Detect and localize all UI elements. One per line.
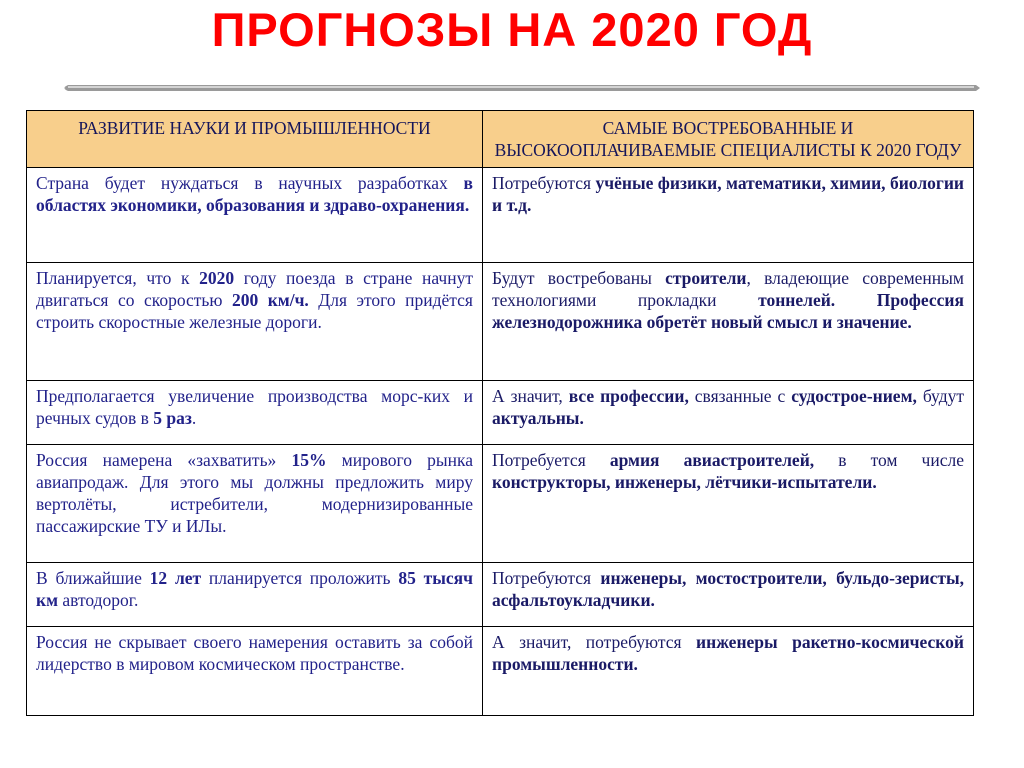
forecast-cell (27, 168, 483, 263)
specialists-cell (483, 263, 974, 381)
table-row (27, 168, 974, 263)
text-run: Для этого придётся строить скоростные железные дороги. (36, 290, 473, 332)
specialists-cell (483, 563, 974, 627)
table-header-row (27, 111, 974, 168)
specialists-cell (483, 445, 974, 563)
bold-text: 85 тысяч км (36, 568, 473, 610)
text-run: связанные с (688, 386, 792, 406)
header-in-demand-specialists: САМЫЕ ВОСТРЕБОВАННЫЕ И ВЫСОКООПЛАЧИВАЕМЫЕ СПЕЦИАЛИСТЫ К 2020 ГОДУ (483, 111, 974, 168)
text-run: году поезда в стране начнут двигаться со скоростью (36, 268, 473, 310)
text-run: А значит, (492, 386, 569, 406)
text-run: . (191, 408, 197, 428)
header-science-industry: РАЗВИТИЕ НАУКИ И ПРОМЫШЛЕННОСТИ (27, 111, 483, 168)
forecast-cell (27, 445, 483, 563)
text-run: автодорог. (58, 590, 139, 610)
bold-text: инженеры ракетно-космической промышленности. (492, 632, 964, 674)
text-run: будут (916, 386, 964, 406)
table-row (27, 563, 974, 627)
text-run: Россия не скрывает своего намерения оставить за собой лидерство в мировом космическом пространстве. (36, 632, 473, 674)
bold-text: все профессии, (568, 386, 689, 406)
table-row (27, 627, 974, 716)
bold-text: учёные физики, математики, химии, биологии и т.д. (492, 173, 964, 215)
forecast-table (26, 110, 974, 716)
bold-text: тоннелей. Профессия железнодорожника обретёт новый смысл и значение. (492, 290, 964, 332)
forecast-cell (27, 627, 483, 716)
bold-text: актуальны. (492, 408, 584, 428)
bold-text: судострое-нием, (791, 386, 917, 406)
bold-text: 200 км/ч. (231, 290, 309, 310)
forecast-cell (27, 563, 483, 627)
bold-text: 15% (291, 450, 327, 470)
text-run: Предполагается увеличение производства морс-ких и речных судов в (36, 386, 473, 428)
specialists-cell (483, 627, 974, 716)
forecast-cell (27, 381, 483, 445)
title-divider (62, 82, 980, 94)
text-run: , владеющие современным технологиями прокладки (492, 268, 964, 310)
table-row (27, 445, 974, 563)
text-run: В ближайшие (36, 568, 150, 588)
table-body (27, 168, 974, 716)
text-run: Потребуются (492, 568, 601, 588)
bold-text: в областях экономики, образования и здраво-охранения. (36, 173, 473, 215)
text-run: Россия намерена «захватить» (36, 450, 292, 470)
text-run: А значит, потребуются (492, 632, 697, 652)
text-run: Планируется, что к (36, 268, 200, 288)
page-title: ПРОГНОЗЫ НА 2020 ГОД (211, 3, 813, 56)
forecast-cell (27, 263, 483, 381)
bold-text: армия авиастроителей, (609, 450, 815, 470)
text-run: Будут востребованы (492, 268, 666, 288)
text-run: планируется проложить (201, 568, 399, 588)
specialists-cell (483, 168, 974, 263)
text-run: в том числе (814, 450, 964, 470)
bold-text: строители (665, 268, 747, 288)
bold-text: конструкторы, инженеры, лётчики-испытатели. (492, 472, 877, 492)
table-row (27, 381, 974, 445)
text-run: мирового рынка авиапродаж. Для этого мы должны предложить миру вертолёты, истребители, модернизированные пассажирские ТУ и ИЛы. (36, 450, 473, 536)
text-run: Потребуются (492, 173, 596, 193)
text-run: Потребуется (492, 450, 610, 470)
bold-text: 12 лет (149, 568, 202, 588)
specialists-cell (483, 381, 974, 445)
table-row (27, 263, 974, 381)
bold-text: 5 раз (153, 408, 192, 428)
bold-text: 2020 (199, 268, 235, 288)
text-run: Страна будет нуждаться в научных разработках (36, 173, 464, 193)
bold-text: инженеры, мостостроители, бульдо-зеристы, асфальтоукладчики. (492, 568, 964, 610)
